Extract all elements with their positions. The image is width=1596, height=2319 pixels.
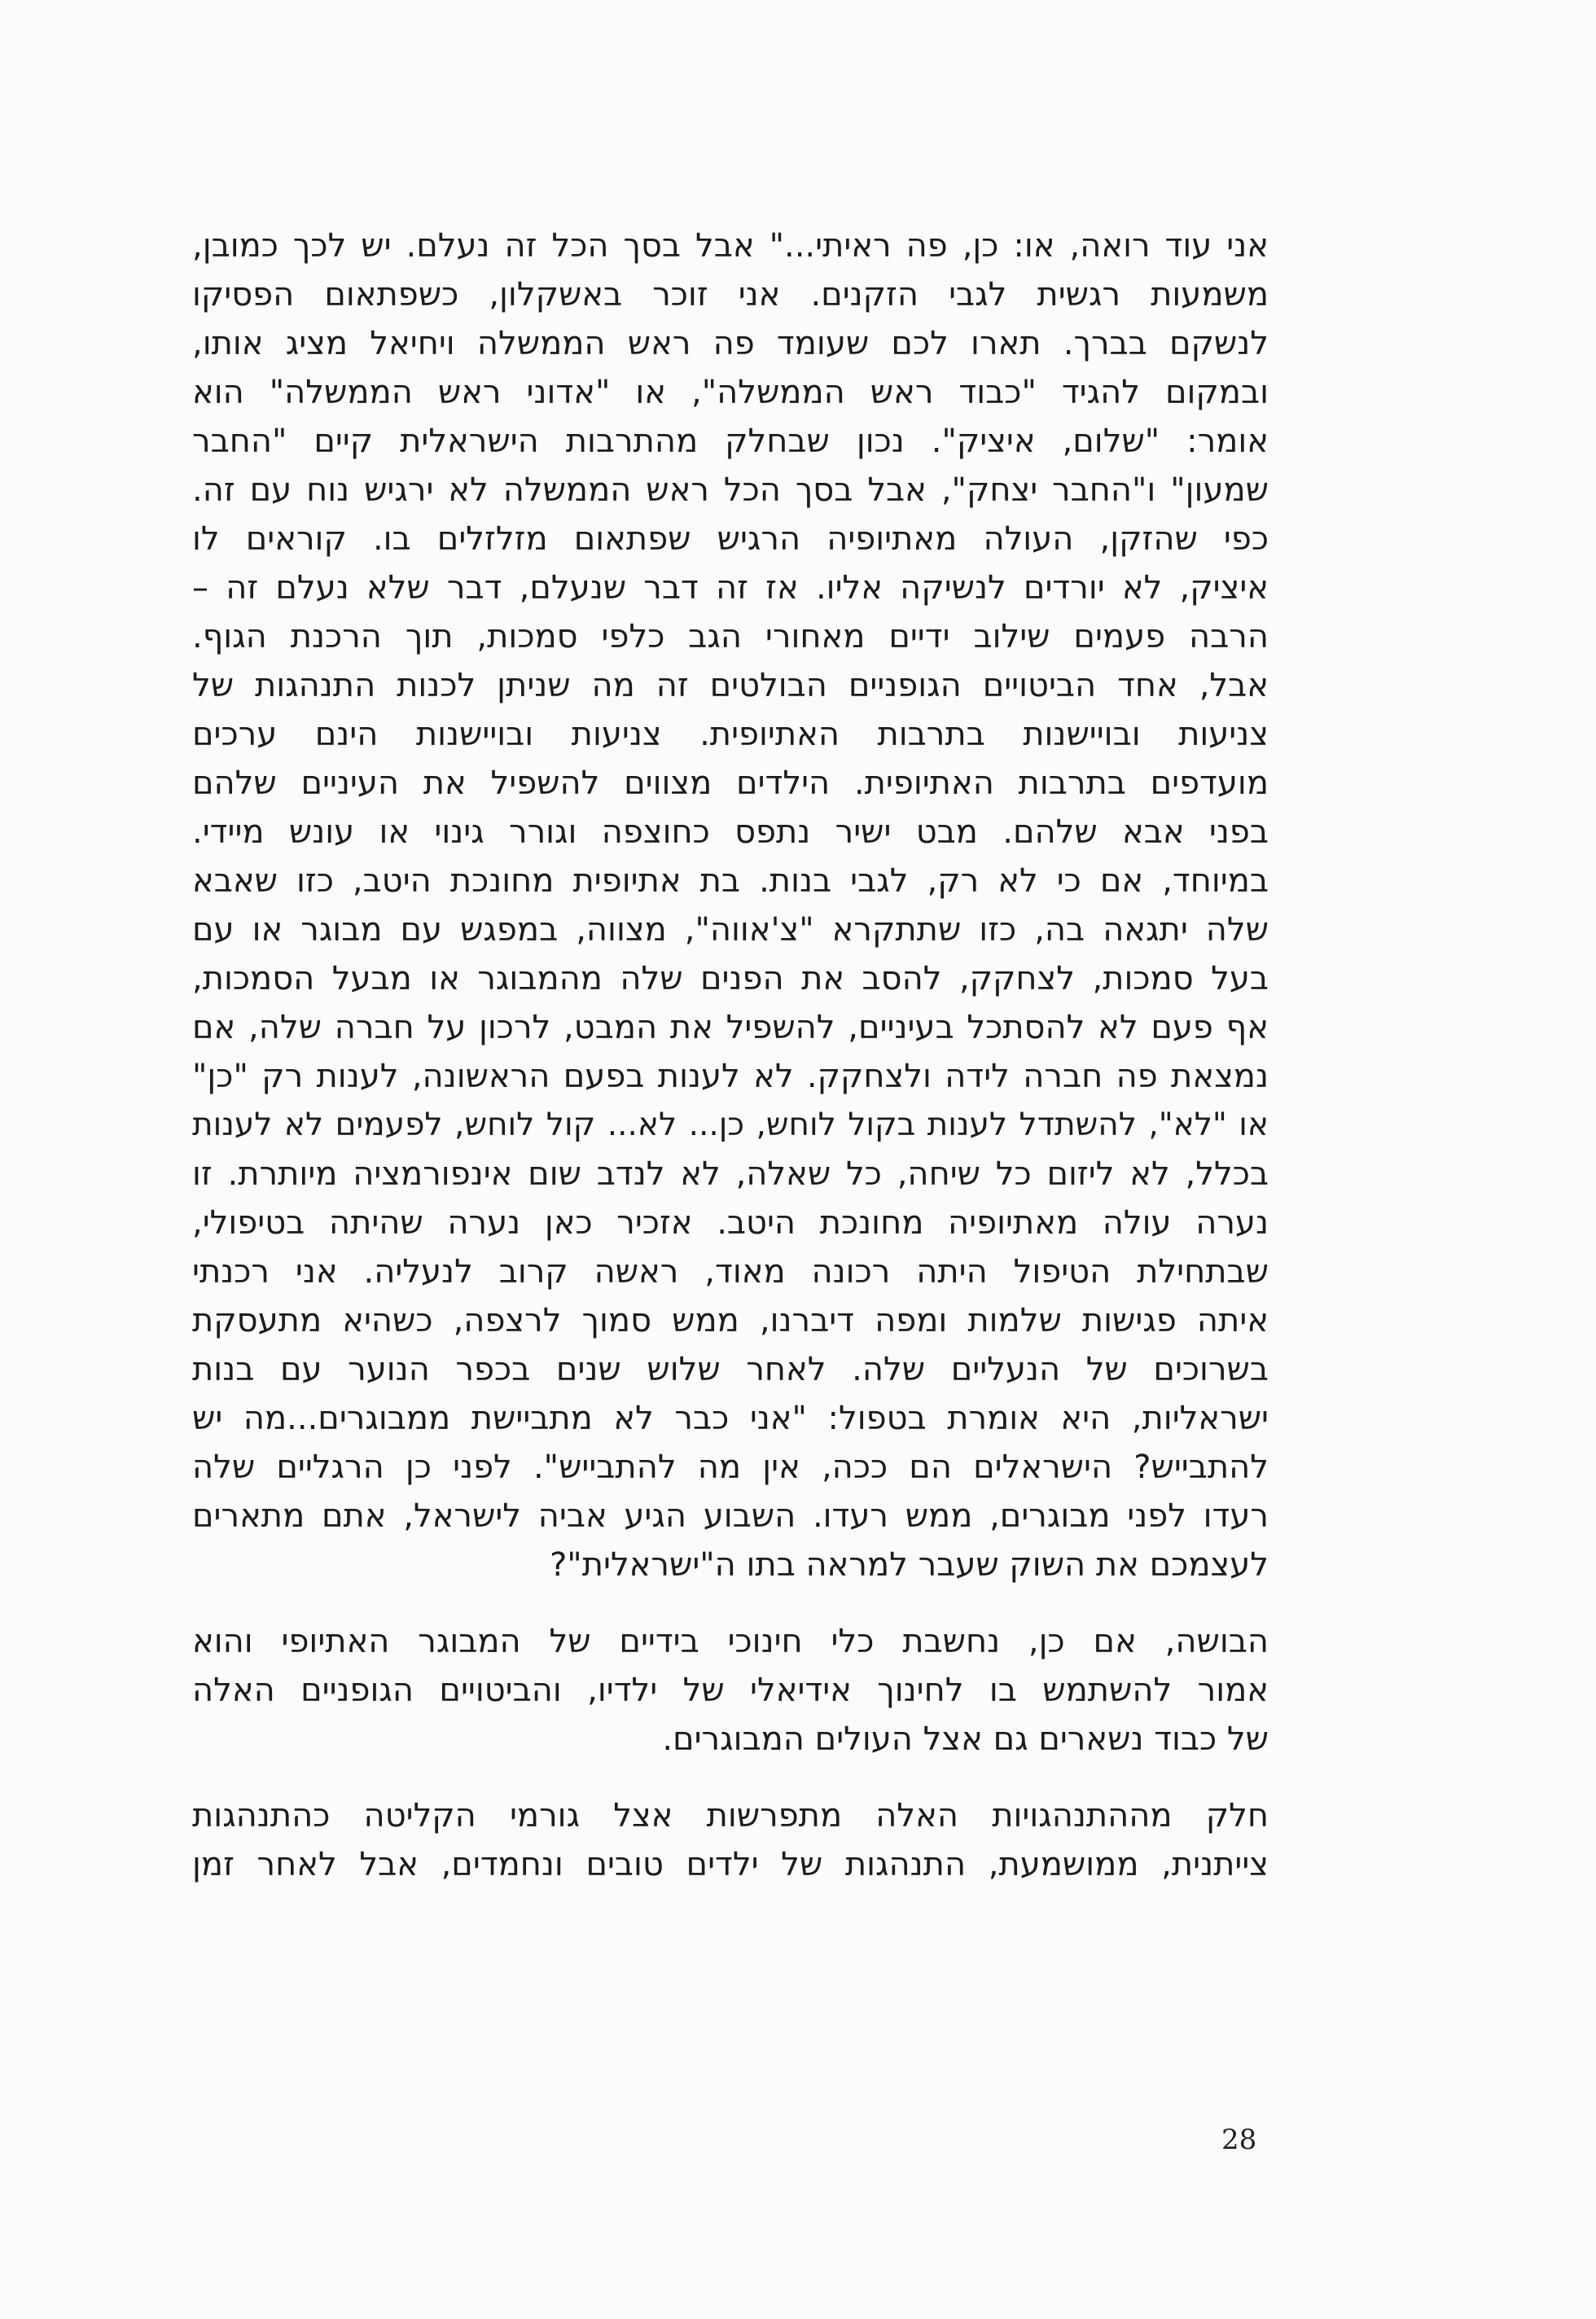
text-line: כפי שהזקן, העולה מאתיופיה הרגיש שפתאום מזלזלים בו. קוראים לו (192, 520, 1269, 558)
text-line: הבושה, אם כן, נחשבת כלי חינוכי בידיים של המבוגר האתיופי והוא (192, 1623, 1269, 1660)
paragraph (192, 1617, 1269, 1764)
text-line: בשרוכים של הנעליים שלה. לאחר שלוש שנים בכפר הנוער עם בנות (192, 1351, 1269, 1388)
text-line: אמור להשתמש בו לחינוך אידיאלי של ילדיו, והביטויים הגופניים האלה (192, 1672, 1269, 1709)
text-line: אבל, אחד הביטויים הגופניים הבולטים זה מה שניתן לכנות התנהגות של (192, 667, 1269, 704)
paragraph-gap (192, 1589, 1269, 1617)
text-line: חלק מההתנהגויות האלה מתפרשות אצל גורמי הקליטה כהתנהגות (192, 1797, 1269, 1835)
text-line: ישראליות, היא אומרת בטפול: "אני כבר לא מתביישת ממבוגרים...מה יש (192, 1400, 1269, 1437)
paragraph (192, 1791, 1269, 1889)
text-line: נערה עולה מאתיופיה מחונכת היטב. אזכיר כאן נערה שהיתה בטיפולי, (192, 1204, 1269, 1242)
paragraph (192, 221, 1269, 1589)
text-line: לנשקם בברך. תארו לכם שעומד פה ראש הממשלה ויחיאל מציג אותו, (192, 325, 1269, 362)
text-line: בפני אבא שלהם. מבט ישיר נתפס כחוצפה וגורר גינוי או עונש מיידי. (192, 813, 1269, 851)
text-line: נמצאת פה חברה לידה ולצחקק. לא לענות בפעם הראשונה, לענות רק "כן" (192, 1058, 1269, 1095)
text-line: אני עוד רואה, או: כן, פה ראיתי..." אבל בסך הכל זה נעלם. יש לכך כמובן, (192, 227, 1269, 265)
text-line: אף פעם לא להסתכל בעיניים, להשפיל את המבט, לרכון על חברה שלה, אם (192, 1009, 1269, 1046)
text-line: רעדו לפני מבוגרים, ממש רעדו. השבוע הגיע אביה לישראל, אתם מתארים (192, 1497, 1269, 1535)
text-line: בעל סמכות, לצחקק, להסב את הפנים שלה מהמבוגר או מבעל הסמכות, (192, 960, 1269, 997)
text-line: צניעות ובויישנות בתרבות האתיופית. צניעות ובויישנות הינם ערכים (192, 716, 1269, 753)
text-line: במיוחד, אם כי לא רק, לגבי בנות. בת אתיופית מחונכת היטב, כזו שאבא (192, 862, 1269, 900)
text-line: משמעות רגשית לגבי הזקנים. אני זוכר באשקלון, כשפתאום הפסיקו (192, 276, 1269, 313)
text-line: או "לא", להשתדל לענות בקול לוחש, כן... לא... קול לוחש, לפעמים לא לענות (192, 1107, 1269, 1143)
text-line: אומר: "שלום, איציק". נכון שבחלק מהתרבות הישראלית קיים "החבר (192, 423, 1269, 460)
text-line: איתה פגישות שלמות ומפה דיברנו, ממש סמוך לרצפה, כשהיא מתעסקת (192, 1302, 1269, 1339)
text-line: בכלל, לא ליזום כל שיחה, כל שאלה, לא לנדב שום אינפורמציה מיותרת. זו (192, 1155, 1269, 1193)
text-line: שמעון" ו"החבר יצחק", אבל בסך הכל ראש הממשלה לא ירגיש נוח עם זה. (192, 471, 1269, 509)
page-number: 28 (1221, 2124, 1257, 2156)
text-line: צייתנית, ממושמעת, התנהגות של ילדים טובים ונחמדים, אבל לאחר זמן (192, 1846, 1269, 1883)
text-line: שלה יתגאה בה, כזו שתתקרא "צ'אווה", מצווה, במפגש עם מבוגר או עם (192, 911, 1269, 949)
text-line: של כבוד נשארים גם אצל העולים המבוגרים. (662, 1721, 1269, 1758)
paragraph-gap (192, 1764, 1269, 1791)
body-text (192, 221, 1269, 1889)
text-line: איציק, לא יורדים לנשיקה אליו. אז זה דבר שנעלם, דבר שלא נעלם זה – (192, 569, 1269, 607)
text-line: להתבייש? הישראלים הם ככה, אין מה להתבייש". לפני כן הרגליים שלה (192, 1449, 1269, 1486)
text-line: ובמקום להגיד "כבוד ראש הממשלה", או "אדוני ראש הממשלה" הוא (192, 374, 1269, 411)
text-line: הרבה פעמים שילוב ידיים מאחורי הגב כלפי סמכות, תוך הרכנת הגוף. (192, 618, 1269, 655)
text-line: מועדפים בתרבות האתיופית. הילדים מצווים להשפיל את העיניים שלהם (192, 765, 1269, 802)
text-line: לעצמכם את השוק שעבר למראה בתו ה"ישראלית"? (550, 1546, 1269, 1584)
text-line: שבתחילת הטיפול היתה רכונה מאוד, ראשה קרוב לנעליה. אני רכנתי (192, 1253, 1269, 1291)
